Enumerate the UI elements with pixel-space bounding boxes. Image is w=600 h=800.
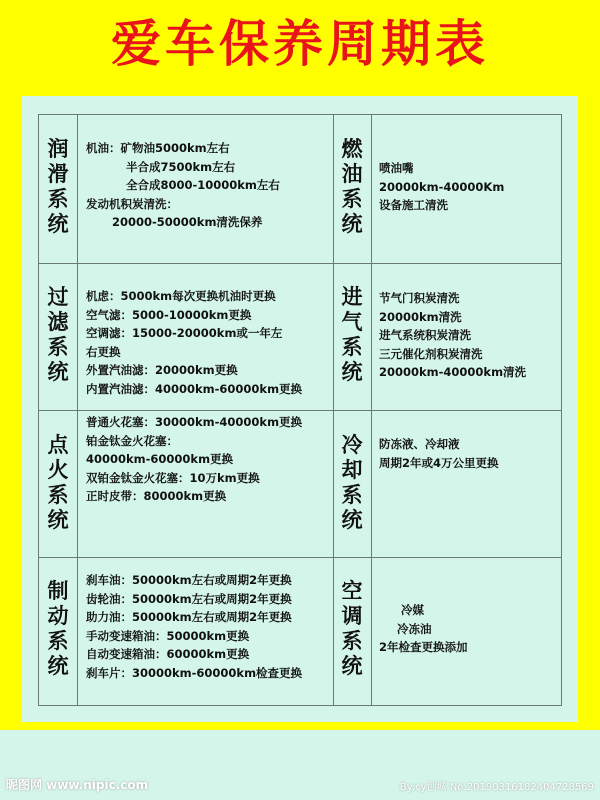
- brake-system-text: 刹车油：50000km左右或周期2年更换 齿轮油：50000km左右或周期2年更换 助力油：50000km左右或周期2年更换 手动变速箱油：50000km更换 自动变速箱油：60000km更换 刹车片：30000km-60000km检查更换: [86, 573, 303, 680]
- watermark-left: 昵图网 www.nipic.com: [6, 778, 149, 792]
- ac-system-label: 空 调 系 统: [341, 579, 363, 678]
- watermark-right: By:cy创城 No:20190316182404728569: [399, 782, 594, 793]
- fuel-system-text: 喷油嘴 20000km-40000Km 设备施工清洗: [379, 161, 505, 213]
- fuel-system-label: 燃 油 系 统: [341, 137, 363, 236]
- ignition-system-label: 点 火 系 统: [47, 433, 69, 532]
- divider: [39, 557, 561, 558]
- ignition-system-text: 普通火花塞：30000km-40000km更换 铂金钛金火花塞： 40000km-60000km更换 双铂金钛金火花塞：10万km更换 正时皮带：80000km更换: [86, 415, 303, 504]
- lubrication-system-label: 润 滑 系 统: [47, 137, 69, 236]
- ac-system-text: 冷媒 冷冻油 2年检查更换添加: [379, 603, 468, 655]
- divider: [39, 263, 561, 264]
- divider: [39, 410, 561, 411]
- maintenance-table: [38, 114, 562, 706]
- lubrication-system-text: 机油：矿物油5000km左右 半合成7500km左右 全合成8000-10000km左右 发动机积炭清洗： 20000-50000km清洗保养: [86, 141, 280, 230]
- intake-system-text: 节气门积炭清洗 20000km清洗 进气系统积炭清洗 三元催化剂积炭清洗 20000km-40000km清洗: [379, 291, 527, 380]
- cooling-system-label: 冷 却 系 统: [341, 433, 363, 532]
- filter-system-label: 过 滤 系 统: [47, 285, 69, 384]
- filter-system-text: 机虑：5000km每次更换机油时更换 空气滤：5000-10000km更换 空调滤：15000-20000km或一年左 右更换 外置汽油滤：20000km更换 内置汽油滤：40000km-60000km更换: [86, 289, 303, 396]
- page-title: 爱车保养周期表: [111, 15, 489, 73]
- cooling-system-text: 防冻液、冷却液 周期2年或4万公里更换: [379, 437, 499, 470]
- intake-system-label: 进 气 系 统: [341, 285, 363, 384]
- brake-system-label: 制 动 系 统: [47, 579, 69, 678]
